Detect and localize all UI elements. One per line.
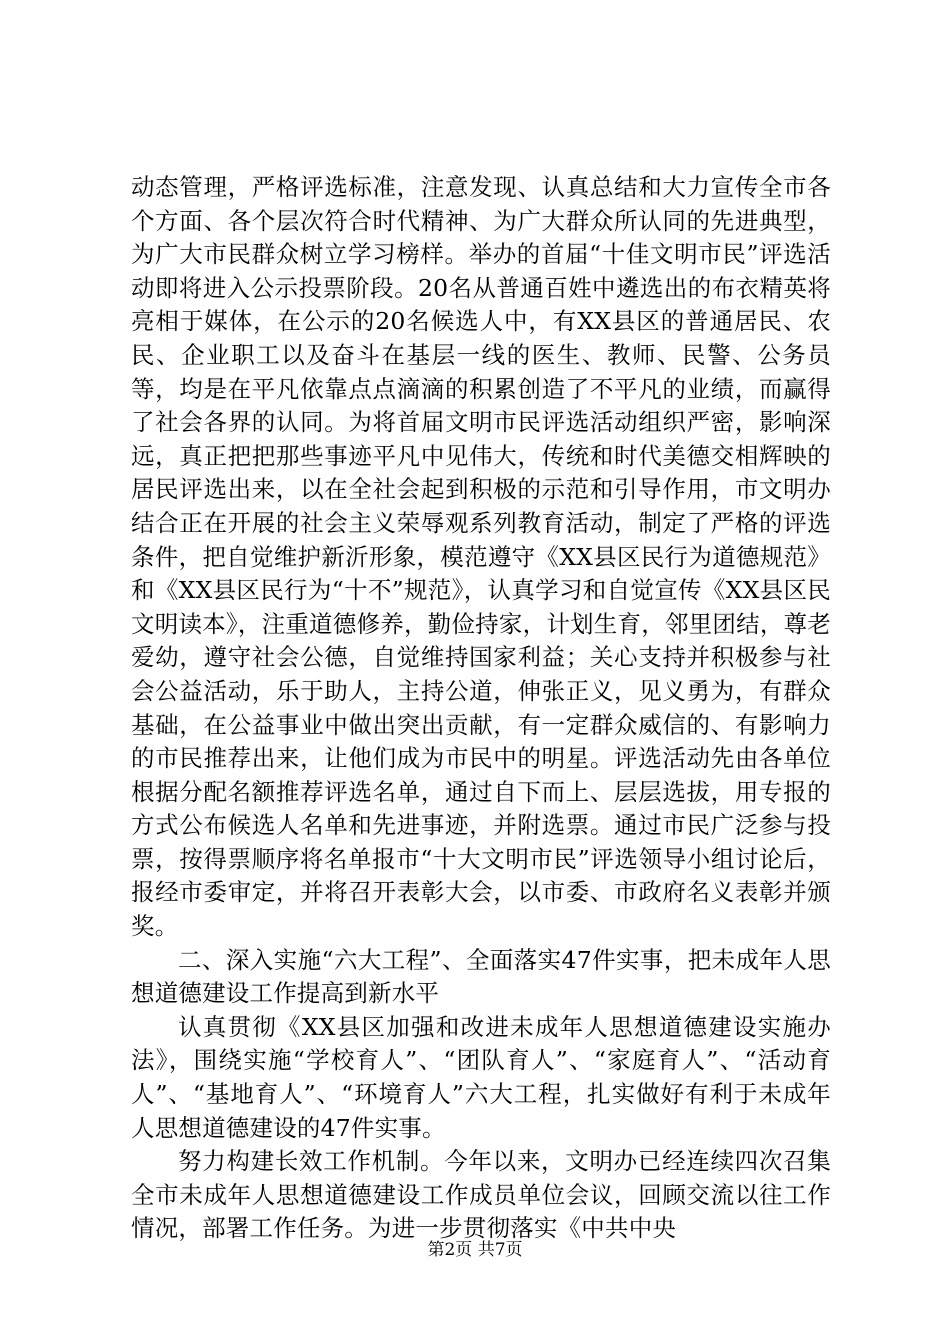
body-paragraph-3: 认真贯彻《XX县区加强和改进未成年人思想道德建设实施办法》，围绕实施“学校育人”、“团队育人”、“家庭育人”、“活动育人”、“基地育人”、“环境育人”六大工程，扎实做好有利于未成年人思想道德建设的47件实事。 <box>131 1012 831 1142</box>
document-body <box>131 171 831 1246</box>
page-footer: 第2页 共7页 <box>427 1240 523 1260</box>
body-paragraph-1: 动态管理，严格评选标准，注意发现、认真总结和大力宣传全市各个方面、各个层次符合时代精神、为广大群众所认同的先进典型，为广大市民群众树立学习榜样。举办的首届“十佳文明市民”评选活动即将进入公示投票阶段。20名从普通百姓中遴选出的布衣精英将亮相于媒体，在公示的20名候选人中，有XX县区的普通居民、农民、企业职工以及奋斗在基层一线的医生、教师、民警、公务员等，均是在平凡依靠点点滴滴的积累创造了不平凡的业绩，而赢得了社会各界的认同。为将首届文明市民评选活动组织严密，影响深远，真正把把那些事迹平凡中见伟大，传统和时代美德交相辉映的居民评选出来，以在全社会起到积极的示范和引导作用，市文明办结合正在开展的社会主义荣辱观系列教育活动，制定了严格的评选条件，把自觉维护新沂形象，模范遵守《XX县区民行为道德规范》和《XX县区民行为“十不”规范》，认真学习和自觉宣传《XX县区民文明读本》，注重道德修养，勤俭持家，计划生育，邻里团结，尊老爱幼，遵守社会公德，自觉维持国家利益；关心支持并积极参与社会公益活动，乐于助人，主持公道，伸张正义，见义勇为，有群众基础，在公益事业中做出突出贡献，有一定群众威信的、有影响力的市民推荐出来，让他们成为市民中的明星。评选活动先由各单位根据分配名额推荐评选名单，通过自下而上、层层选拔，用专报的方式公布候选人名单和先进事迹，并附选票。通过市民广泛参与投票，按得票顺序将名单报市“十大文明市民”评选领导小组讨论后，报经市委审定，并将召开表彰大会，以市委、市政府名义表彰并颁奖。 <box>131 173 831 941</box>
body-paragraph-4: 努力构建长效工作机制。今年以来，文明办已经连续四次召集全市未成年人思想道德建设工作成员单位会议，回顾交流以往工作情况，部署工作任务。为进一步贯彻落实《中共中央 <box>131 1147 831 1243</box>
section-heading-2: 二、深入实施“六大工程”、全面落实47件实事，把未成年人思想道德建设工作提高到新水平 <box>131 945 831 1008</box>
